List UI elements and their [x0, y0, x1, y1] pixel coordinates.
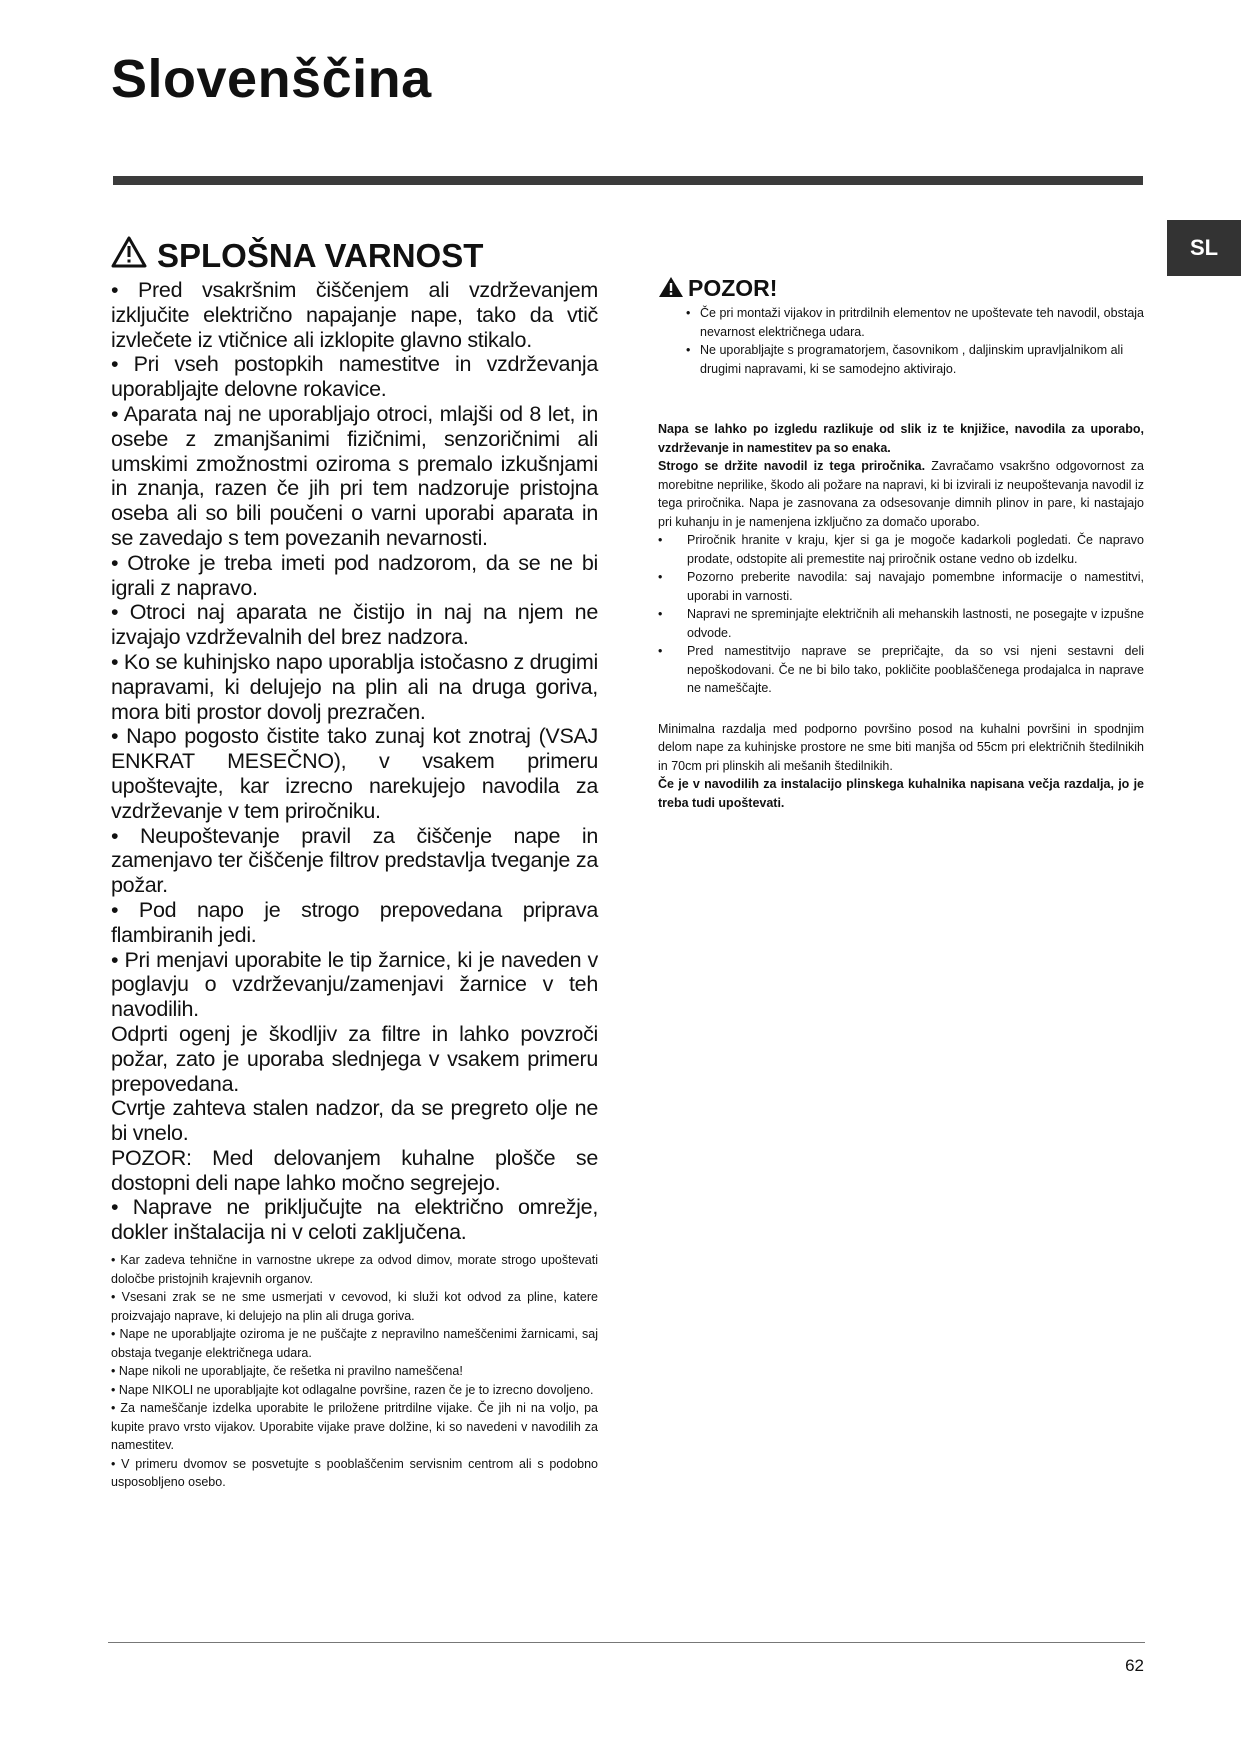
language-tab: SL — [1167, 220, 1241, 276]
info-body — [658, 457, 1144, 531]
top-divider — [113, 176, 1143, 185]
safety-paragraph: • Neupoštevanje pravil za čiščenje nape in zamenjavo ter čiščenje filtrov predstavlja tveganje za požar. — [111, 823, 598, 898]
safety-paragraph: • Naprave ne priključujte na električno omrežje, dokler inštalacija ni v celoti zaključena. — [111, 1195, 598, 1245]
page-title: Slovenščina — [111, 49, 432, 109]
pozor-list — [658, 304, 1144, 378]
safety-paragraph: • Pred vsakršnim čiščenjem ali vzdrževanjem izključite električno napajanje nape, tako da vtič izvlečete iz vtičnice ali izklopite glavno stikalo. — [111, 278, 598, 352]
pozor-item: • Če pri montaži vijakov in pritrdilnih elementov ne upoštevate teh navodil, obstaja nevarnost električnega udara. — [686, 304, 1144, 341]
safety-heading-row — [111, 236, 598, 276]
info-item: • Pred namestitvijo naprave se prepričajte, da so vsi njeni sestavni deli nepoškodovani. Če ne bi bilo tako, pokličite pooblaščenega prodajalca in naprave ne nameščajte. — [658, 642, 1144, 698]
distance-note — [658, 720, 1144, 813]
safety-column — [111, 236, 598, 1492]
pozor-heading: POZOR! — [688, 274, 778, 301]
safety-paragraph: • Pri vseh postopkih namestitve in vzdrževanja uporabljajte delovne rokavice. — [111, 352, 598, 402]
safety-note: • Nape nikoli ne uporabljajte, če rešetka ni pravilno nameščena! — [111, 1364, 463, 1379]
safety-paragraph: • Aparata naj ne uporabljajo otroci, mlajši od 8 let, in osebe z zmanjšanimi fizičnimi, senzoričnimi ali umskimi zmožnostmi oziroma s premalo izkušnjami in znanja, razen če jih pri tem nadzoruje pristojna oseba ali so bili poučeni o varni uporabi aparata in se zavedajo s tem povezanih nevarnosti. — [111, 401, 598, 550]
warning-triangle-filled-icon — [658, 276, 684, 300]
safety-paragraph: • Ko se kuhinjsko napo uporablja istočasno z drugimi napravami, ki delujejo na plin ali na druga goriva, mora biti prostor dovolj prezračen. — [111, 649, 598, 724]
bottom-divider — [108, 1642, 1145, 1643]
safety-note: • Za nameščanje izdelka uporabite le priložene pritrdilne vijake. Če jih ni na voljo, pa kupite pravo vrsto vijakov. Uporabite vijake prave dolžine, ki so navedeni v navodilih za namestitev. — [111, 1401, 598, 1453]
info-item: • Priročnik hranite v kraju, kjer si ga je mogoče kadarkoli pogledati. Če napravo prodate, odstopite ali premestite naj priročnik ostane vedno ob izdelku. — [658, 531, 1144, 568]
safety-note: • V primeru dvomov se posvetujte s pooblaščenim servisnim centrom ali s podobno usposobljeno osebo. — [111, 1456, 598, 1490]
distance-bold: Če je v navodilih za instalacijo plinskega kuhalnika napisana večja razdalja, jo je treba tudi upoštevati. — [658, 777, 1144, 810]
info-item: • Pozorno preberite navodila: saj navajajo pomembne informacije o namestitvi, uporabi in varnosti. — [658, 568, 1144, 605]
safety-paragraph: Cvrtje zahteva stalen nadzor, da se pregreto olje ne bi vnelo. — [111, 1096, 598, 1146]
info-note — [658, 420, 1144, 698]
safety-paragraph: • Otroci naj aparata ne čistijo in naj na njem ne izvajajo vzdrževalnih del brez nadzora. — [111, 600, 598, 650]
warning-triangle-outline-icon — [111, 236, 147, 276]
info-intro: Napa se lahko po izgledu razlikuje od slik iz te knjižice, navodila za uporabo, vzdrževanje in namestitev pa so enaka. — [658, 422, 1144, 455]
info-item: • Napravi ne spreminjajte električnih ali mehanskih lastnosti, ne posegajte v izpušne odvode. — [658, 605, 1144, 642]
pozor-heading-row — [658, 274, 1144, 302]
safety-paragraph: POZOR: Med delovanjem kuhalne plošče se dostopni deli nape lahko močno segrejejo. — [111, 1145, 598, 1195]
safety-heading: SPLOŠNA VARNOST — [157, 237, 484, 274]
safety-note: • Kar zadeva tehnične in varnostne ukrepe za odvod dimov, morate strogo upoštevati določbe pristojnih krajevnih organov. — [111, 1253, 598, 1286]
safety-note: • Nape NIKOLI ne uporabljajte kot odlagalne površine, razen če je to izrecno dovoljeno. — [111, 1382, 594, 1397]
safety-paragraph: • Otroke je treba imeti pod nadzorom, da se ne bi igrali z napravo. — [111, 550, 598, 600]
safety-small-notes — [111, 1251, 598, 1492]
safety-paragraph: Odprti ogenj je škodljiv za filtre in lahko povzroči požar, zato je uporaba slednjega v vsakem primeru prepovedana. — [111, 1021, 598, 1096]
info-list — [658, 531, 1144, 698]
safety-paragraph: • Pri menjavi uporabite le tip žarnice, ki je naveden v poglavju o vzdrževanju/zamenjavi žarnice v teh navodilih. — [111, 947, 598, 1022]
safety-note: • Nape ne uporabljajte oziroma je ne puščajte z nepravilno nameščenimi žarnicami, saj obstaja tveganje električnega udara. — [111, 1327, 598, 1360]
info-column — [658, 274, 1144, 812]
info-body-text: Zavračamo vsakršno odgovornost za morebitne neprilike, škodo ali požare na napravi, ki bi izvirali iz neupoštevanja navodil iz tega priročnika. Napa je zasnovana za odsesovanje dimnih plinov in pare, ki nastajajo pri kuhanju in je namenjena izključno za domačo uporabo. — [658, 459, 1144, 529]
distance-text: Minimalna razdalja med podporno površino posod na kuhalni površini in spodnjim delom nape za kuhinjske prostore ne sme biti manjša od 55cm pri električnih štedilnikih in 70cm pri plinskih ali mešanih štedilnikih. — [658, 721, 1144, 773]
safety-note: • Vsesani zrak se ne sme usmerjati v cevovod, ki služi kot odvod za pline, katere proizvajajo naprave, ki delujejo na plin ali druga goriva. — [111, 1290, 598, 1323]
page-number: 62 — [1125, 1656, 1144, 1675]
info-lead: Strogo se držite navodil iz tega priročnika. — [658, 459, 926, 473]
pozor-item: • Ne uporabljajte s programatorjem, časovnikom , daljinskim upravljalnikom ali drugimi napravami, ki se samodejno aktivirajo. — [686, 341, 1144, 378]
safety-paragraph: • Napo pogosto čistite tako zunaj kot znotraj (VSAJ ENKRAT MESEČNO), v vsakem primeru upoštevajte, kar izrecno narekujejo navodila za vzdrževanje v tem priročniku. — [111, 724, 598, 823]
safety-paragraph: • Pod napo je strogo prepovedana priprava flambiranih jedi. — [111, 897, 598, 947]
